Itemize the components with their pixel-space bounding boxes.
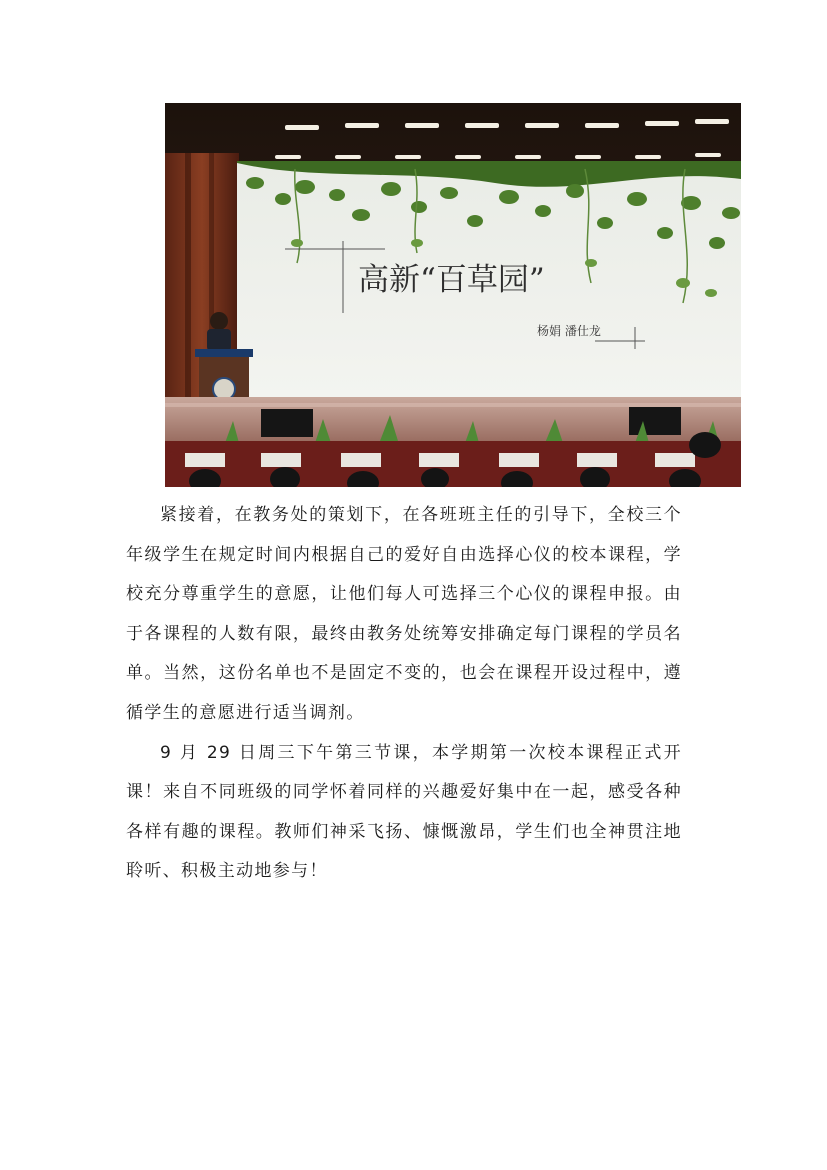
article-body xyxy=(126,496,682,892)
paragraph-2: 9 月 29 日周三下午第三节课，本学期第一次校本课程正式开课！来自不同班级的同学怀着同样的兴趣爱好集中在一起，感受各种各样有趣的课程。教师们神采飞扬、慷慨激昂，学生们也全神贯注地聆听、积极主动地参与！ xyxy=(126,742,682,882)
event-photo xyxy=(165,103,741,487)
slide-authors: 杨娟 潘仕龙 xyxy=(537,324,601,338)
paragraph-1: 紧接着，在教务处的策划下，在各班班主任的引导下，全校三个年级学生在规定时间内根据自己的爱好自由选择心仪的校本课程，学校充分尊重学生的意愿，让他们每人可选择三个心仪的课程申报。由于各课程的人数有限，最终由教务处统筹安排确定每门课程的学员名单。当然，这份名单也不是固定不变的，也会在课程开设过程中，遵循学生的意愿进行适当调剂。 xyxy=(126,505,682,723)
slide-title: 高新“百草园” xyxy=(358,262,545,298)
